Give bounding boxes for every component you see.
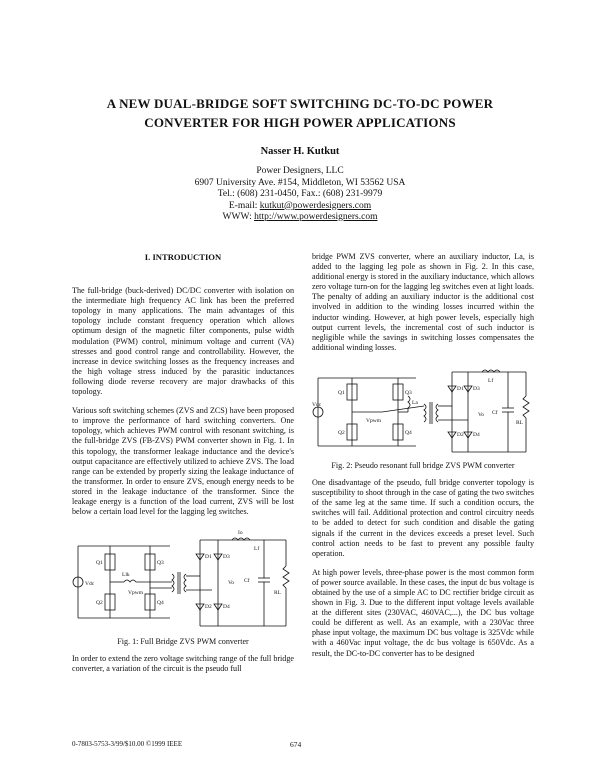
footer-page-number: 674: [290, 740, 302, 749]
left-paragraph-3: In order to extend the zero voltage switching range of the full bridge converter, a variation of the circuit is the pseudo full: [72, 654, 294, 674]
right-paragraph-1: bridge PWM ZVS converter, where an auxiliary inductor, La, is added to the lagging leg pole as shown in Fig. 2. In this case, additional energy is stored in the auxiliary inductance, which allows zero voltage turn-on for the lagging leg switches even at light loads. The penalty of adding an auxiliary inductor is the additional cost involved in addition to the winding losses incurred within the inductor winding. However, at high power levels, especially high output current levels, the incremental cost of such inductor is negligible while the savings in switching losses compensates the additional winding losses.: [312, 252, 534, 352]
fig1-vdc-label: Vdc: [85, 581, 95, 588]
fig1-q1-label: Q1: [96, 560, 103, 567]
fig2-lf-label: Lf: [488, 377, 494, 384]
right-column: [312, 252, 534, 668]
fig1-llk-label: Llk: [122, 572, 130, 579]
fig1-vpwm-label: Vpwm: [128, 590, 143, 597]
figure-1-schematic: [72, 526, 294, 634]
fig2-cf-label: Cf: [492, 409, 498, 416]
fig1-d3-label: D3: [223, 554, 230, 561]
fig1-d1-label: D1: [205, 554, 212, 561]
affiliation-phone: Tel.: (608) 231-0450, Fax.: (608) 231-9979: [217, 189, 383, 199]
fig1-d4-label: D4: [223, 604, 230, 611]
affiliation-email-line: [40, 201, 560, 213]
figure-2-schematic: [312, 362, 534, 458]
fig1-q2-label: Q2: [96, 600, 103, 607]
fig1-lf-label: Lf: [254, 546, 260, 553]
right-paragraph-3: At high power levels, three-phase power is the most common form of power source available. In these cases, the input dc bus voltage is obtained by the use of a simple AC to DC rectifier bridge circuit as shown in Fig. 3. Due to the different input voltage levels available at the different sites (230VAC, 460VAC,...), the DC bus voltage could be different as well. As an example, with a 230Vac three phase input voltage, the maximum DC bus voltage is 325Vdc while with a 460Vac input voltage, the dc bus voltage is 650Vdc. As a result, the DC-to-DC converter has to be designed: [312, 567, 534, 658]
left-column: [72, 252, 294, 683]
affiliation-www-line: [40, 212, 560, 224]
fig1-q3-label: Q3: [157, 560, 164, 567]
fig2-d3-label: D3: [473, 385, 480, 392]
affiliation-block: [40, 166, 560, 224]
title-line-2: CONVERTER FOR HIGH POWER APPLICATIONS: [144, 115, 456, 130]
title-line-1: A NEW DUAL-BRIDGE SOFT SWITCHING DC-TO-DC POWER: [106, 96, 494, 111]
fig2-vo-label: Vo: [478, 411, 485, 418]
left-paragraph-1: The full-bridge (buck-derived) DC/DC converter with isolation on the intermediate high frequency AC link has been the preferred topology in many applications. The main advantages of this topology include constant frequency operation which allows optimum design of the magnetic filter components, pulse width modulation (PWM) control, minimum voltage and current (VA) stresses and good control range and controllability. However, the increase in device switching losses as the frequency increases and the high voltage stress induced by the parasitic inductances following diode reverse recovery are major drawbacks of this topology.: [72, 286, 294, 397]
fig1-rl-label: RL: [274, 590, 282, 597]
right-paragraph-2: One disadvantage of the pseudo, full bridge converter topology is susceptibility to shoot through in the case of gating the two switches of the same leg at the same time. If such a condition occurs, the switches will fail. Additional protection and control circuitry needs to be added to detect for such condition and disable the gating signals if the current in the devices exceeds a preset level. Such control action needs to be fast to prevent any possible faulty operation.: [312, 478, 534, 558]
footer-copyright: 0-7803-5753-3/99/$10.00 ©1999 IEEE: [72, 740, 183, 748]
fig2-la-label: La: [412, 399, 418, 406]
figure-1: [72, 526, 294, 647]
fig1-q4-label: Q4: [157, 600, 164, 607]
author-name: Nasser H. Kutkut: [260, 146, 340, 157]
fig2-q1-label: Q1: [338, 389, 345, 396]
email-link[interactable]: kutkut@powerdesigners.com: [259, 200, 372, 211]
fig2-rl-label: RL: [516, 419, 524, 426]
figure-2: [312, 362, 534, 471]
affiliation-address: 6907 University Ave. #154, Middleton, WI 53562 USA: [194, 177, 406, 188]
fig2-q4-label: Q4: [405, 429, 412, 436]
fig2-d2-label: D2: [457, 431, 464, 438]
fig2-vpwm-label: Vpwm: [366, 417, 381, 424]
fig2-d1-label: D1: [457, 385, 464, 392]
figure-2-caption: Fig. 2: Pseudo resonant full bridge ZVS PWM converter: [331, 460, 515, 470]
fig2-q3-label: Q3: [405, 389, 412, 396]
affiliation-company: Power Designers, LLC: [256, 166, 344, 176]
email-label: E-mail:: [228, 200, 258, 211]
fig2-q2-label: Q2: [338, 429, 345, 436]
left-paragraph-2: Various soft switching schemes (ZVS and ZCS) have been proposed to improve the performance of hard switching converters. One topology, which achieves PWM control with resonant switching, is the full-bridge ZVS (FB-ZVS) PWM converter shown in Fig. 1. In this topology, the transformer leakage inductance and the device's output capacitance are effectively utilized to achieve ZVS. The load range can be extended by properly sizing the leakage inductance of the transformer. In order to ensure ZVS, enough energy needs to be stored in the leakage inductance of the transformer. Since the leakage energy is a function of the load current, ZVS will be lost below a certain load level for the lagging leg switches.: [72, 406, 294, 517]
fig1-cf-label: Cf: [244, 578, 250, 585]
section-heading-introduction: I. INTRODUCTION: [144, 252, 222, 262]
paper-title: [40, 94, 560, 132]
fig1-vo-label: Vo: [228, 580, 235, 587]
www-link[interactable]: http://www.powerdesigners.com: [254, 212, 378, 222]
fig2-vdc-label: Vdc: [312, 401, 322, 408]
fig1-d2-label: D2: [205, 604, 212, 611]
fig2-d4-label: D4: [473, 431, 480, 438]
fig1-io-label: Io: [238, 530, 243, 537]
www-label: WWW:: [222, 212, 252, 222]
figure-1-caption: Fig. 1: Full Bridge ZVS PWM converter: [117, 637, 249, 647]
